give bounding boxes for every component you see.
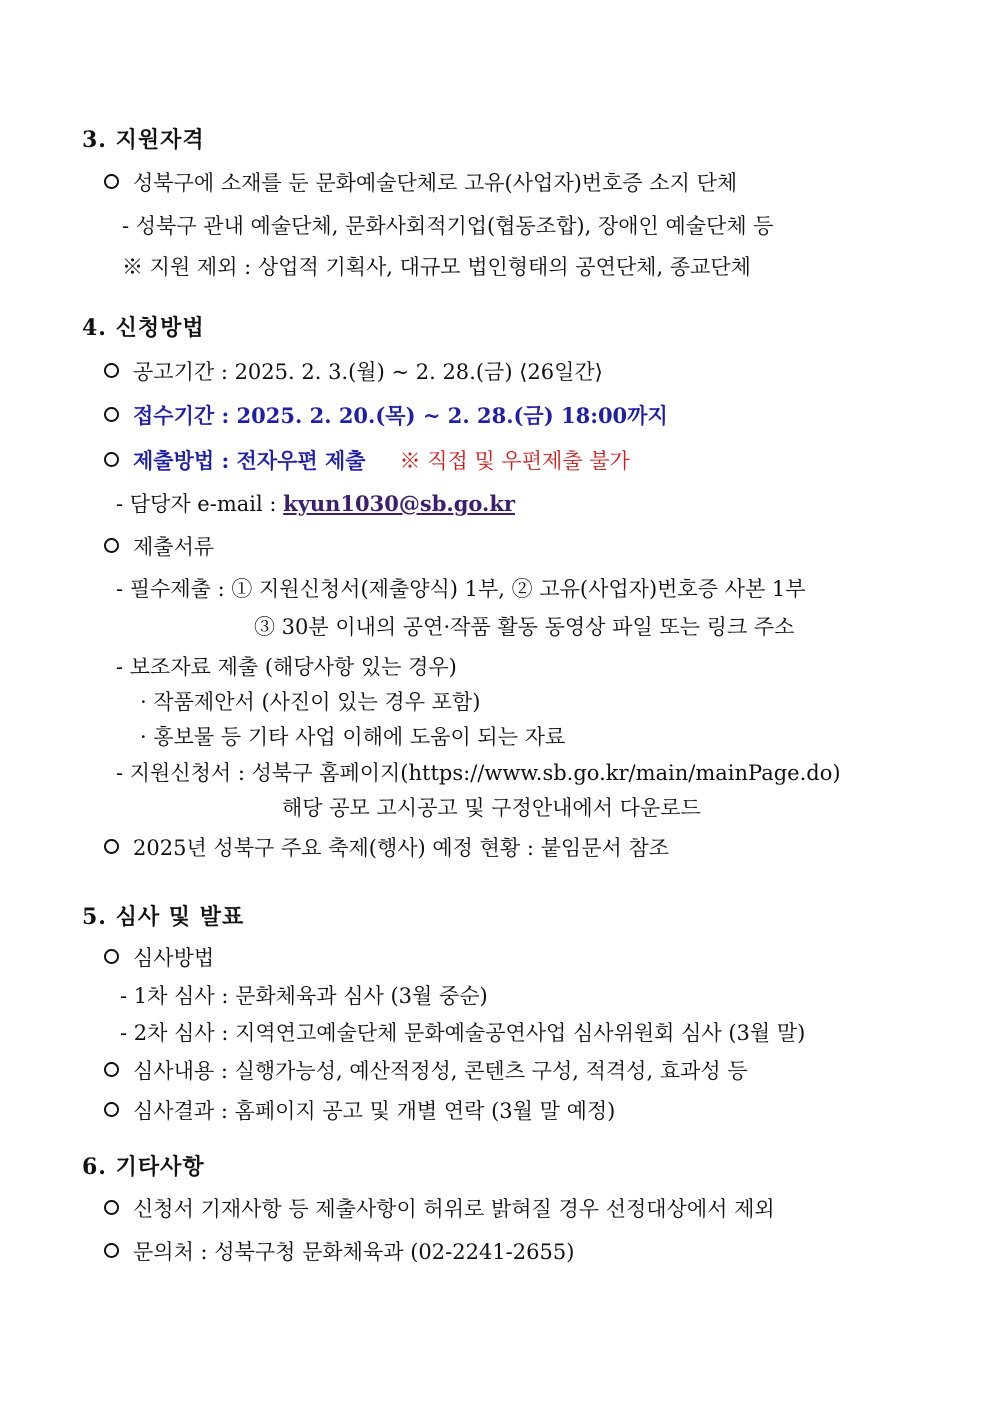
review-round-1: - 1차 심사 : 문화체육과 심사 (3월 중순) [120,984,488,1008]
application-form-download: 해당 공모 고시공고 및 구정안내에서 다운로드 [282,796,701,820]
submit-restriction: ※ 직접 및 우편제출 불가 [399,449,630,473]
circle-bullet-icon [104,1062,119,1077]
list-item [104,533,214,561]
review-result: 심사결과 : 홈페이지 공고 및 개별 연락 (3월 말 예정) [133,1099,616,1123]
submit-method: 제출방법 : 전자우편 제출 [133,448,366,473]
circle-bullet-icon [104,363,119,378]
list-item [104,169,737,197]
section-4-title: 4. 신청방법 [82,315,205,341]
festival-schedule: 2025년 성북구 주요 축제(행사) 예정 현황 : 붙임문서 참조 [133,836,670,860]
eligibility-text: 성북구에 소재를 둔 문화예술단체로 고유(사업자)번호증 소지 단체 [133,171,738,195]
list-item [104,1057,748,1085]
list-item [104,1238,574,1266]
circle-bullet-icon [104,1200,119,1215]
circle-bullet-icon [104,174,119,189]
false-info-exclusion: 신청서 기재사항 등 제출사항이 허위로 밝혀질 경우 선정대상에서 제외 [133,1197,775,1221]
list-item [104,1097,615,1125]
email-label: - 담당자 e-mail : [116,492,277,516]
exclusion-note: ※ 지원 제외 : 상업적 기획사, 대규모 법인형태의 공연단체, 종교단체 [122,255,751,279]
section-5-title: 5. 심사 및 발표 [82,904,245,930]
supplementary-docs: - 보조자료 제출 (해당사항 있는 경우) [116,655,457,679]
circle-bullet-icon [104,407,119,422]
list-item [104,358,603,386]
circle-bullet-icon [104,1102,119,1117]
review-round-2: - 2차 심사 : 지역연고예술단체 문화예술공연사업 심사위원회 심사 (3월 말) [120,1021,806,1045]
documents-title: 제출서류 [133,535,215,559]
contact-info: 문의처 : 성북구청 문화체육과 (02-2241-2655) [133,1240,575,1264]
eligibility-sub: - 성북구 관내 예술단체, 문화사회적기업(협동조합), 장애인 예술단체 등 [122,214,774,238]
list-item [104,944,214,972]
circle-bullet-icon [104,1243,119,1258]
circle-bullet-icon [104,949,119,964]
circle-bullet-icon [104,452,119,467]
section-6-title: 6. 기타사항 [82,1154,205,1180]
contact-email-row [116,490,515,518]
list-item [104,1195,775,1223]
email-link[interactable]: kyun1030@sb.go.kr [283,491,515,516]
list-item [104,402,668,430]
supplementary-item: · 작품제안서 (사진이 있는 경우 포함) [140,690,481,714]
notice-period: 공고기간 : 2025. 2. 3.(월) ~ 2. 28.(금) ⟨26일간⟩ [133,360,603,384]
list-item [104,834,669,862]
required-docs: - 필수제출 : ① 지원신청서(제출양식) 1부, ② 고유(사업자)번호증 사본 1부 [116,577,806,601]
section-3-title: 3. 지원자격 [82,127,205,153]
application-form-source: - 지원신청서 : 성북구 홈페이지(https://www.sb.go.kr/main/mainPage.do) [116,761,841,785]
circle-bullet-icon [104,839,119,854]
review-content: 심사내용 : 실행가능성, 예산적정성, 콘텐츠 구성, 적격성, 효과성 등 [133,1059,748,1083]
list-item [104,447,630,475]
required-docs-3: ③ 30분 이내의 공연·작품 활동 동영상 파일 또는 링크 주소 [254,615,795,639]
review-method: 심사방법 [133,946,215,970]
supplementary-item: · 홍보물 등 기타 사업 이해에 도움이 되는 자료 [140,725,566,749]
circle-bullet-icon [104,538,119,553]
receipt-period: 접수기간 : 2025. 2. 20.(목) ~ 2. 28.(금) 18:00까지 [133,403,668,428]
